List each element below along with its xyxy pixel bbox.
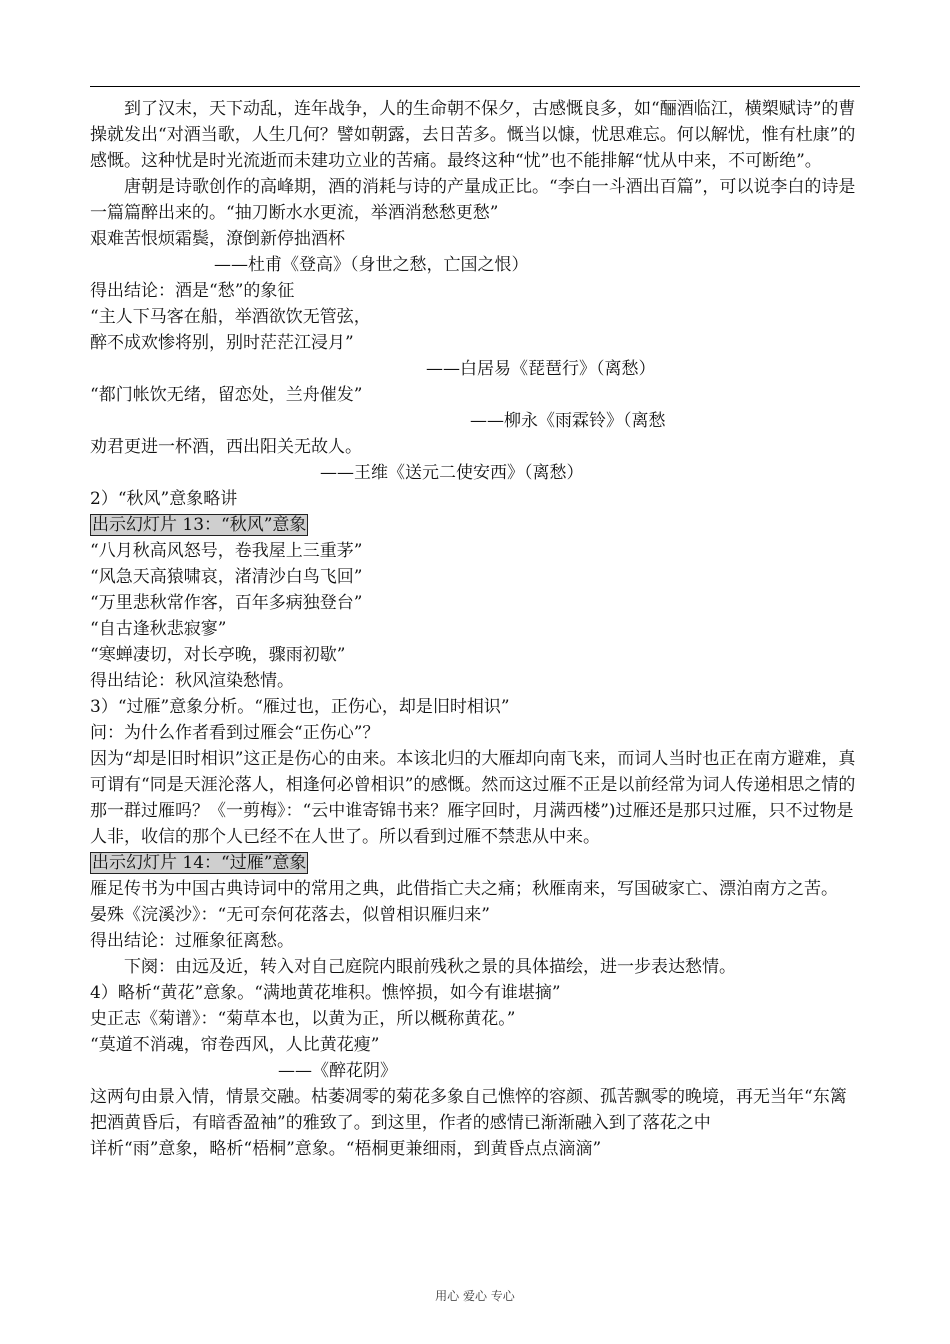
poem-line: “主人下马客在船，举酒欲饮无管弦， <box>90 307 371 327</box>
slide-14-line <box>90 850 862 876</box>
poem-line: “自古逢秋悲寂寥” <box>90 619 227 639</box>
paragraph-analysis: 这两句由景入情，情景交融。枯萎凋零的菊花多象自己憔悴的容颜、孤苦飘零的晚境，再无当年“东篱把酒黄昏后，有暗香盈袖”的雅致了。到这里，作者的感情已渐渐融入到了落花之中 <box>90 1087 847 1133</box>
section-heading-yellow-flower: 4）略析“黄花”意象。“满地黄花堆积。憔悴损，如今有谁堪摘” <box>90 983 561 1003</box>
slide-13-line <box>90 512 862 538</box>
page-footer: 用心 爱心 专心 <box>435 1289 515 1303</box>
poem-line: 艰难苦恨烦霜鬓，潦倒新停拙酒杯 <box>90 229 345 249</box>
paragraph-tang-dynasty: 唐朝是诗歌创作的高峰期，酒的消耗与诗的产量成正比。“李白一斗酒出百篇”，可以说李白的诗是一篇篇醉出来的。“抽刀断水水更流，举酒消愁愁更愁” <box>90 177 856 223</box>
quote-line: 晏殊《浣溪沙》：“无可奈何花落去，似曾相识雁归来” <box>90 905 490 925</box>
poem-line: “都门帐饮无绪，留恋处，兰舟催发” <box>90 385 363 405</box>
header-rule <box>90 86 860 87</box>
slide-14-banner: 出示幻灯片 14：“过雁”意象 <box>92 853 307 873</box>
slide-13-banner: 出示幻灯片 13：“秋风”意象 <box>92 515 307 535</box>
citation-bai-juyi: ——白居易《琵琶行》（离愁） <box>426 359 656 379</box>
citation-zui-hua-yin: ——《醉花阴》 <box>278 1061 397 1081</box>
poem-line: 醉不成欢惨将别，别时茫茫江浸月” <box>90 333 354 353</box>
question-line: 问：为什么作者看到过雁会“正伤心”？ <box>90 723 380 743</box>
conclusion-line: 得出结论：过雁象征离愁。 <box>90 931 294 951</box>
conclusion-line: 得出结论：酒是“愁”的象征 <box>90 281 295 301</box>
poem-line: “风急天高猿啸哀，渚清沙白鸟飞回” <box>90 567 363 587</box>
body-text <box>90 96 862 1162</box>
citation-du-fu: ——杜甫《登高》（身世之愁，亡国之恨） <box>214 255 529 275</box>
poem-line: “万里悲秋常作客，百年多病独登台” <box>90 593 363 613</box>
poem-line: “八月秋高风怒号，卷我屋上三重茅” <box>90 541 363 561</box>
citation-wang-wei: ——王维《送元二使安西》（离愁） <box>320 463 584 483</box>
poem-line: 劝君更进一杯酒，西出阳关无故人。 <box>90 437 362 457</box>
quote-line: 史正志《菊谱》：“菊草本也，以黄为正，所以概称黄花。” <box>90 1009 516 1029</box>
paragraph-second-stanza: 下阕：由远及近，转入对自己庭院内眼前残秋之景的具体描绘，进一步表达愁情。 <box>124 957 736 977</box>
paragraph-answer: 因为“却是旧时相识”这正是伤心的由来。本该北归的大雁却向南飞来，而词人当时也正在南方避难，真可谓有“同是天涯沦落人，相逢何必曾相识”的感慨。然而这过雁不正是以前经常为词人传递相思之情的那一群过雁吗？《一剪梅》：“云中谁寄锦书来？雁字回时，月满西楼”)过雁还是那只过雁，只不过物是人非，收信的那个人已经不在人世了。所以看到过雁不禁悲从中来。 <box>90 749 856 847</box>
poem-line: “莫道不消魂，帘卷西风，人比黄花瘦” <box>90 1035 380 1055</box>
poem-line: “寒蝉凄切，对长亭晚，骤雨初歇” <box>90 645 346 665</box>
section-heading-autumn-wind: 2）“秋风”意象略讲 <box>90 489 238 509</box>
section-heading-rain: 详析“雨”意象，略析“梧桐”意象。“梧桐更兼细雨，到黄昏点点滴滴” <box>90 1139 602 1159</box>
paragraph-han-dynasty: 到了汉末，天下动乱，连年战争，人的生命朝不保夕，古感慨良多，如“酾酒临江，横槊赋诗”的曹操就发出“对酒当歌，人生几何？譬如朝露，去日苦多。慨当以慷，忧思难忘。何以解忧，惟有杜康”的感慨。这种忧是时光流逝而未建功立业的苦痛。最终这种“忧”也不能排解“忧从中来，不可断绝”。 <box>90 99 856 171</box>
section-heading-wild-goose: 3）“过雁”意象分析。“雁过也，正伤心，却是旧时相识” <box>90 697 510 717</box>
paragraph-goose-allusion: 雁足传书为中国古典诗词中的常用之典，此借指亡夫之痛；秋雁南来，写国破家亡、漂泊南方之苦。 <box>90 879 838 899</box>
citation-liu-yong: ——柳永《雨霖铃》（离愁 <box>470 411 666 431</box>
conclusion-line: 得出结论：秋风渲染愁情。 <box>90 671 294 691</box>
